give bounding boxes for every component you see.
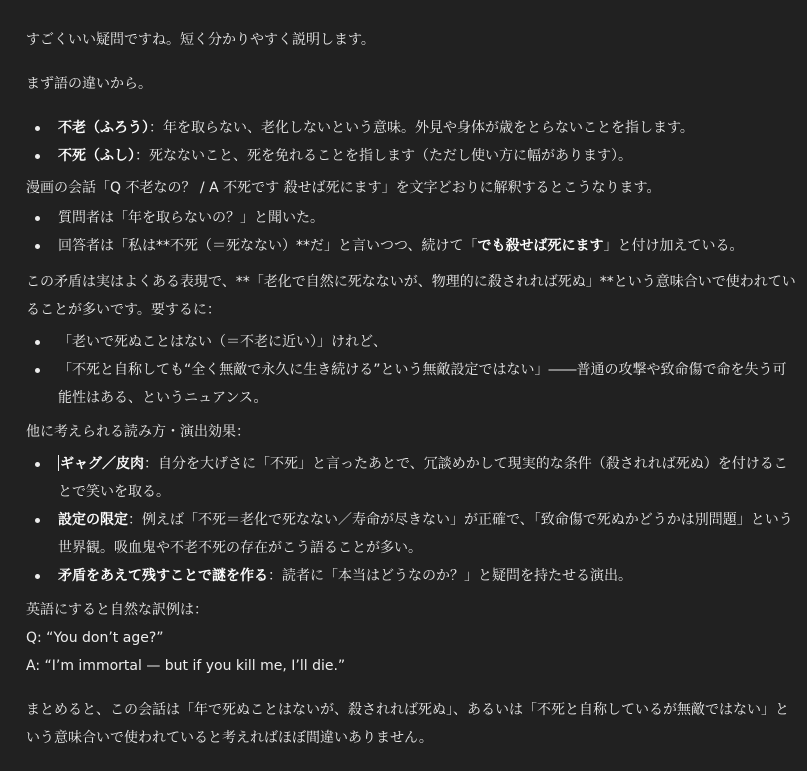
list-item: [26, 328, 796, 356]
conclusion-paragraph: まとめると、この会話は「年で死ぬことはないが、殺されれば死ぬ」、あるいは「不死と自称しているが無敵ではない」という意味合いで使われていると考えればほぼ間違いありません。: [26, 702, 789, 746]
manga-intro-text: 漫画の会話「Q 不老なの？ / A 不死です 殺せば死にます」を文字どおりに解釈するとこうなります。: [26, 180, 661, 196]
interpretation-item: 質問者は「年を取らないの？」と聞いた。: [58, 210, 324, 226]
reading-desc: ：読者に「本当はどうなのか？」と疑問を持たせる演出。: [268, 568, 632, 584]
other-readings-heading: 他に考えられる読み方・演出効果：: [26, 424, 250, 440]
list-item: [26, 562, 796, 590]
text-cursor: [58, 455, 59, 471]
contradiction-paragraph: この矛盾は実はよくある表現で、**「老化で自然に死なないが、物理的に殺されれば死ぬ」**という意味合いで使われていることが多いです。要するに：: [26, 274, 796, 318]
reading-desc: ：例えば「不死＝老化で死なない／寿命が尽きない」が正確で、「致命傷で死ぬかどうかは別問題」という世界観。吸血鬼や不老不死の存在がこう語ることが多い。: [58, 512, 793, 556]
list-item: [26, 450, 796, 506]
english-question: Q: “You don’t age?”: [26, 630, 164, 646]
list-item: [26, 232, 796, 260]
term-furou: 不老（ふろう）: [58, 120, 149, 136]
summary-point: 「老いで死ぬことはない（＝不老に近い）」けれど、: [58, 334, 387, 350]
english-heading: 英語にすると自然な訳例は：: [26, 602, 208, 618]
summary-list: [26, 328, 796, 412]
assistant-message: [26, 26, 796, 752]
interpretation-item-suffix: 」と付け加えている。: [603, 238, 744, 254]
interpretation-item-emphasis: でも殺せば死にます: [477, 238, 604, 254]
interpretation-list: [26, 204, 796, 260]
reading-term-mystery: 矛盾をあえて残すことで謎を作る: [58, 568, 268, 584]
list-item: [26, 506, 796, 562]
reading-desc: ：自分を大げさに「不死」と言ったあとで、冗談めかして現実的な条件（殺されれば死ぬ）を付けることで笑いを取る。: [58, 456, 788, 500]
reading-term-setting: 設定の限定: [58, 512, 128, 528]
interpretation-item-prefix: 回答者は「私は**不死（＝死なない）**だ」と言いつつ、続けて「: [58, 238, 478, 254]
reading-term-gag: ギャグ／皮肉: [60, 456, 144, 472]
other-readings-list: [26, 450, 796, 590]
term-fushi: 不死（ふし）: [58, 148, 135, 164]
section-heading-word-difference: まず語の違いから。: [26, 76, 152, 92]
summary-point: 「不死と自称しても“全く無敵で永久に生き続ける”という無敵設定ではない」――普通の攻撃や致命傷で命を失う可能性はある、というニュアンス。: [58, 362, 787, 406]
intro-text: すごくいい疑問ですね。短く分かりやすく説明します。: [26, 32, 375, 48]
list-item: [26, 356, 796, 412]
list-item: [26, 142, 796, 170]
english-answer: A: “I’m immortal — but if you kill me, I’ll die.”: [26, 658, 346, 674]
definitions-list: [26, 114, 796, 170]
list-item: [26, 114, 796, 142]
term-desc: ：年を取らない、老化しないという意味。外見や身体が歳をとらないことを指します。: [149, 120, 694, 136]
term-desc: ：死なないこと、死を免れることを指します（ただし使い方に幅があります）。: [135, 148, 632, 164]
list-item: [26, 204, 796, 232]
